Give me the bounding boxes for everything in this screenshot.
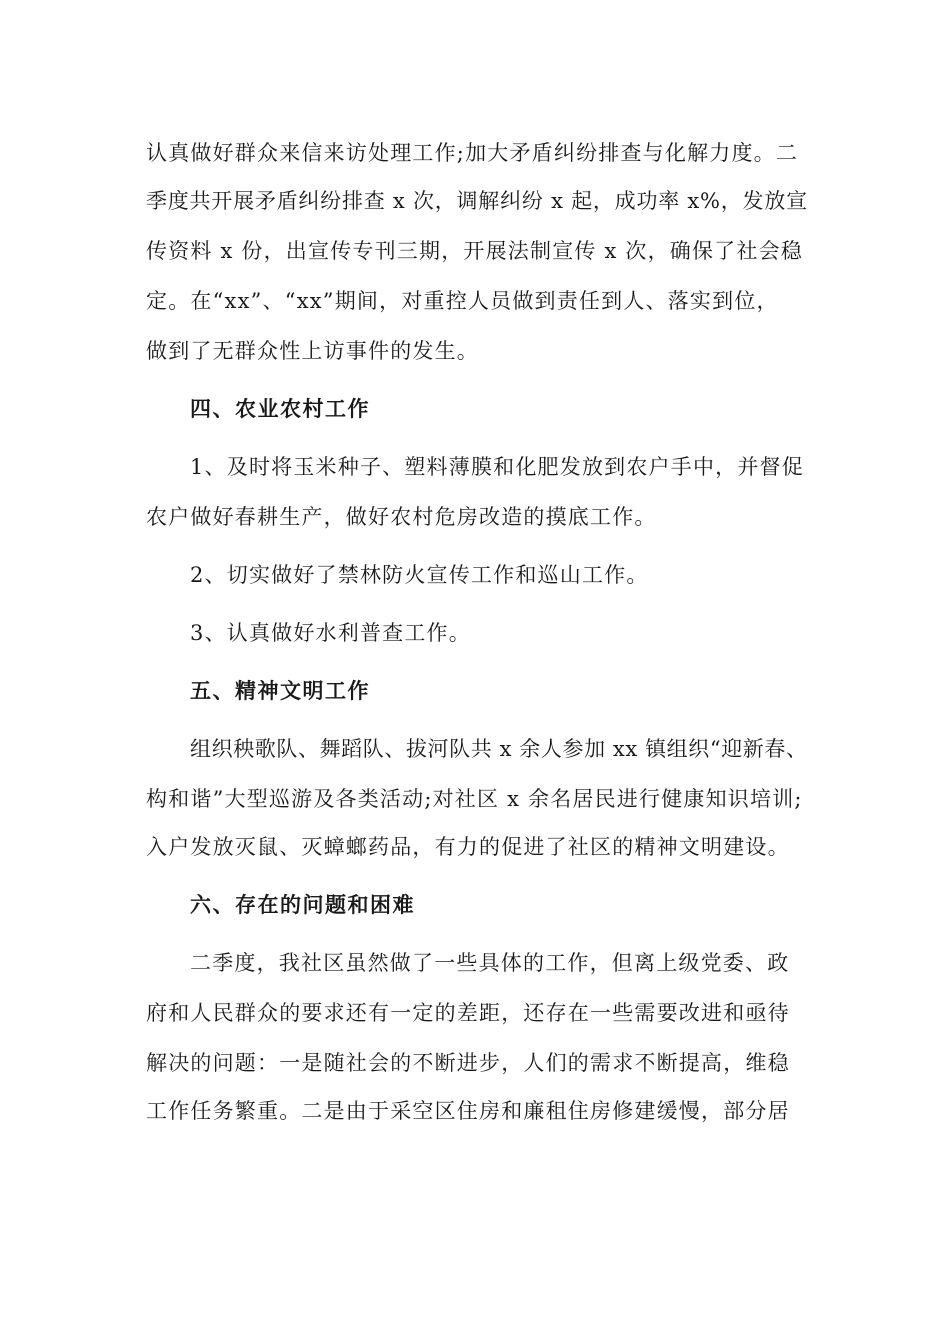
- paragraph-line: 做到了无群众性上访事件的发生。: [146, 339, 479, 363]
- section-heading-4: 四、农业农村工作: [190, 396, 370, 421]
- paragraph-line: 定。在“xx”、“xx”期间，对重控人员做到责任到人、落实到位，: [146, 289, 779, 313]
- paragraph-line: 季度共开展矛盾纠纷排查 x 次，调解纠纷 x 起，成功率 x%，发放宣: [146, 189, 808, 213]
- paragraph-line: 解决的问题：一是随社会的不断进步，人们的需求不断提高，维稳: [146, 1051, 790, 1075]
- paragraph-line: 3、认真做好水利普查工作。: [190, 621, 471, 645]
- paragraph-line: 认真做好群众来信来访处理工作;加大矛盾纠纷排查与化解力度。二: [146, 141, 799, 165]
- section-heading-6: 六、存在的问题和困难: [190, 892, 415, 917]
- paragraph-line: 二季度，我社区虽然做了一些具体的工作，但离上级党委、政: [190, 951, 790, 975]
- paragraph-line: 入户发放灭鼠、灭蟑螂药品，有力的促进了社区的精神文明建设。: [146, 835, 790, 859]
- paragraph-line: 构和谐”大型巡游及各类活动;对社区 x 余名居民进行健康知识培训;: [146, 787, 803, 811]
- paragraph-line: 2、切实做好了禁林防火宣传工作和巡山工作。: [190, 563, 649, 587]
- paragraph-line: 农户做好春耕生产，做好农村危房改造的摸底工作。: [146, 505, 657, 529]
- paragraph-line: 1、及时将玉米种子、塑料薄膜和化肥发放到农户手中，并督促: [190, 455, 804, 479]
- paragraph-line: 组织秧歌队、舞蹈队、拔河队共 x 余人参加 xx 镇组织“迎新春、: [190, 737, 808, 761]
- section-heading-5: 五、精神文明工作: [190, 678, 370, 703]
- paragraph-line: 传资料 x 份，出宣传专刊三期，开展法制宣传 x 次，确保了社会稳: [146, 239, 803, 263]
- paragraph-line: 工作任务繁重。二是由于采空区住房和廉租住房修建缓慢，部分居: [146, 1099, 790, 1123]
- paragraph-line: 府和人民群众的要求还有一定的差距，还存在一些需要改进和亟待: [146, 1001, 790, 1025]
